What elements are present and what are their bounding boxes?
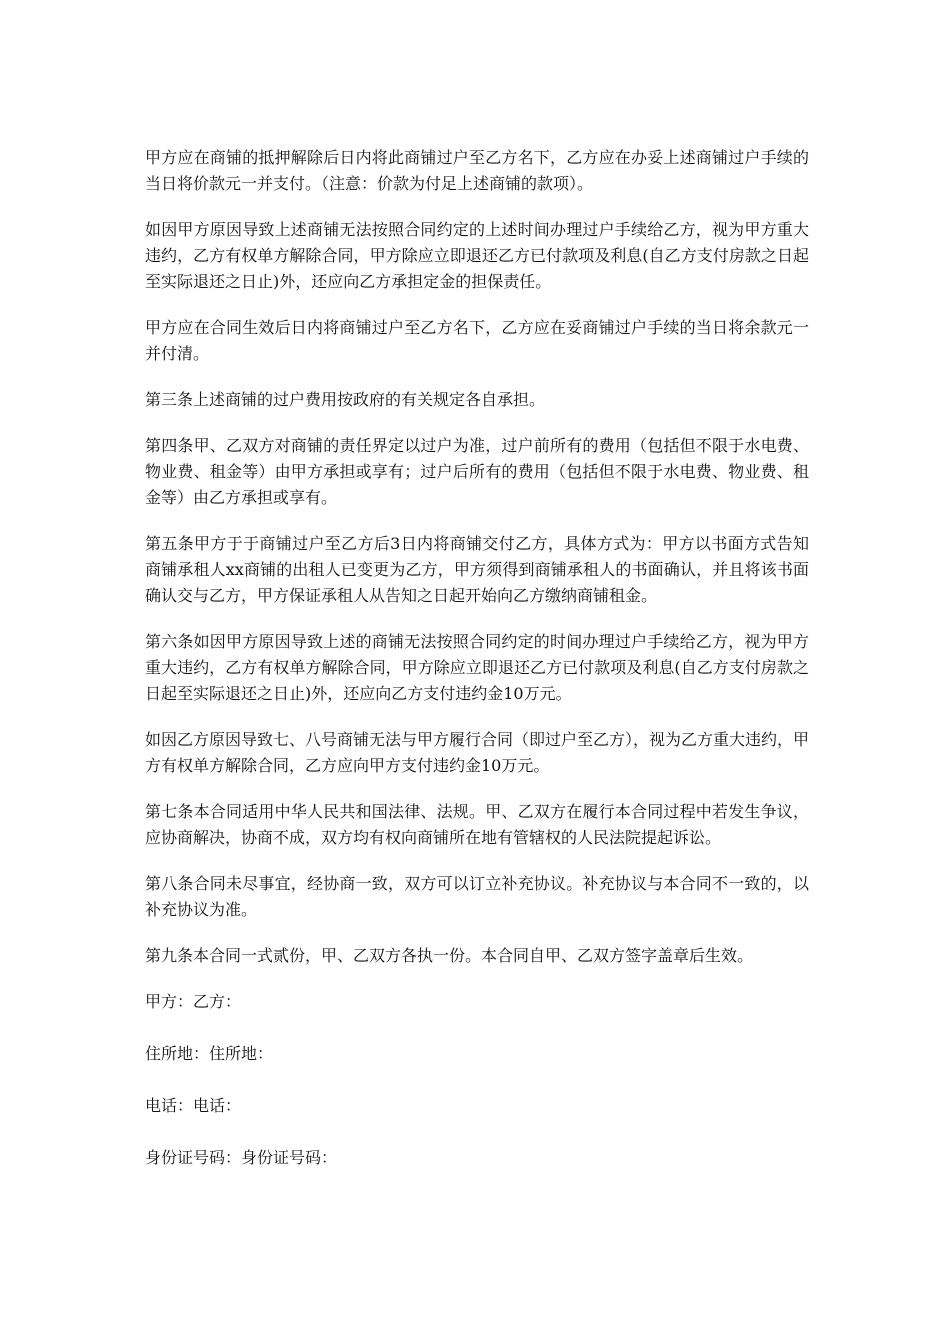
clause-paragraph: 第八条合同未尽事宜，经协商一致，双方可以订立补充协议。补充协议与本合同不一致的，以补充协议为准。 (145, 874, 809, 919)
signature-phone-line: 电话：电话： (145, 1096, 242, 1115)
clause-paragraph: 第七条本合同适用中华人民共和国法律、法规。甲、乙双方在履行本合同过程中若发生争议，应协商解决，协商不成，双方均有权向商铺所在地有管辖权的人民法院提起诉讼。 (145, 802, 809, 847)
clause-paragraph: 如因乙方原因导致七、八号商铺无法与甲方履行合同（即过户至乙方），视为乙方重大违约，甲方有权单方解除合同，乙方应向甲方支付违约金10万元。 (145, 730, 810, 775)
signature-id-line: 身份证号码：身份证号码： (145, 1148, 338, 1167)
clause-paragraph: 第三条上述商铺的过户费用按政府的有关规定各自承担。 (145, 390, 546, 409)
clause-paragraph: 第六条如因甲方原因导致上述的商铺无法按照合同约定的时间办理过户手续给乙方，视为甲方重大违约，乙方有权单方解除合同，甲方除应立即退还乙方已付款项及利息(自乙方支付房款之日起至实际退还之日止)外，还应向乙方支付违约金10万元。 (145, 632, 809, 703)
clause-paragraph: 如因甲方原因导致上述商铺无法按照合同约定的上述时间办理过户手续给乙方，视为甲方重大违约，乙方有权单方解除合同，甲方除应立即退还乙方已付款项及利息(自乙方支付房款之日起至实际退还之日止)外，还应向乙方承担定金的担保责任。 (145, 220, 809, 291)
clause-paragraph: 甲方应在合同生效后日内将商铺过户至乙方名下，乙方应在妥商铺过户手续的当日将余款元一并付清。 (145, 318, 809, 363)
contract-page (145, 145, 809, 1197)
clause-paragraph: 第五条甲方于于商铺过户至乙方后3日内将商铺交付乙方，具体方式为：甲方以书面方式告知商铺承租人xx商铺的出租人已变更为乙方，甲方须得到商铺承租人的书面确认，并且将该书面确认交与乙方，甲方保证承租人从告知之日起开始向乙方缴纳商铺租金。 (145, 534, 809, 605)
clause-paragraph: 第九条本合同一式贰份，甲、乙双方各执一份。本合同自甲、乙双方签字盖章后生效。 (145, 946, 754, 965)
signature-address-line: 住所地：住所地： (145, 1044, 274, 1063)
clause-paragraph: 甲方应在商铺的抵押解除后日内将此商铺过户至乙方名下，乙方应在办妥上述商铺过户手续的当日将价款元一并支付。（注意：价款为付足上述商铺的款项）。 (145, 148, 809, 193)
clause-paragraph: 第四条甲、乙双方对商铺的责任界定以过户为准，过户前所有的费用（包括但不限于水电费、物业费、租金等）由甲方承担或享有；过户后所有的费用（包括但不限于水电费、物业费、租金等）由乙方承担或享有。 (145, 436, 809, 507)
signature-party-line: 甲方：乙方： (145, 992, 242, 1011)
